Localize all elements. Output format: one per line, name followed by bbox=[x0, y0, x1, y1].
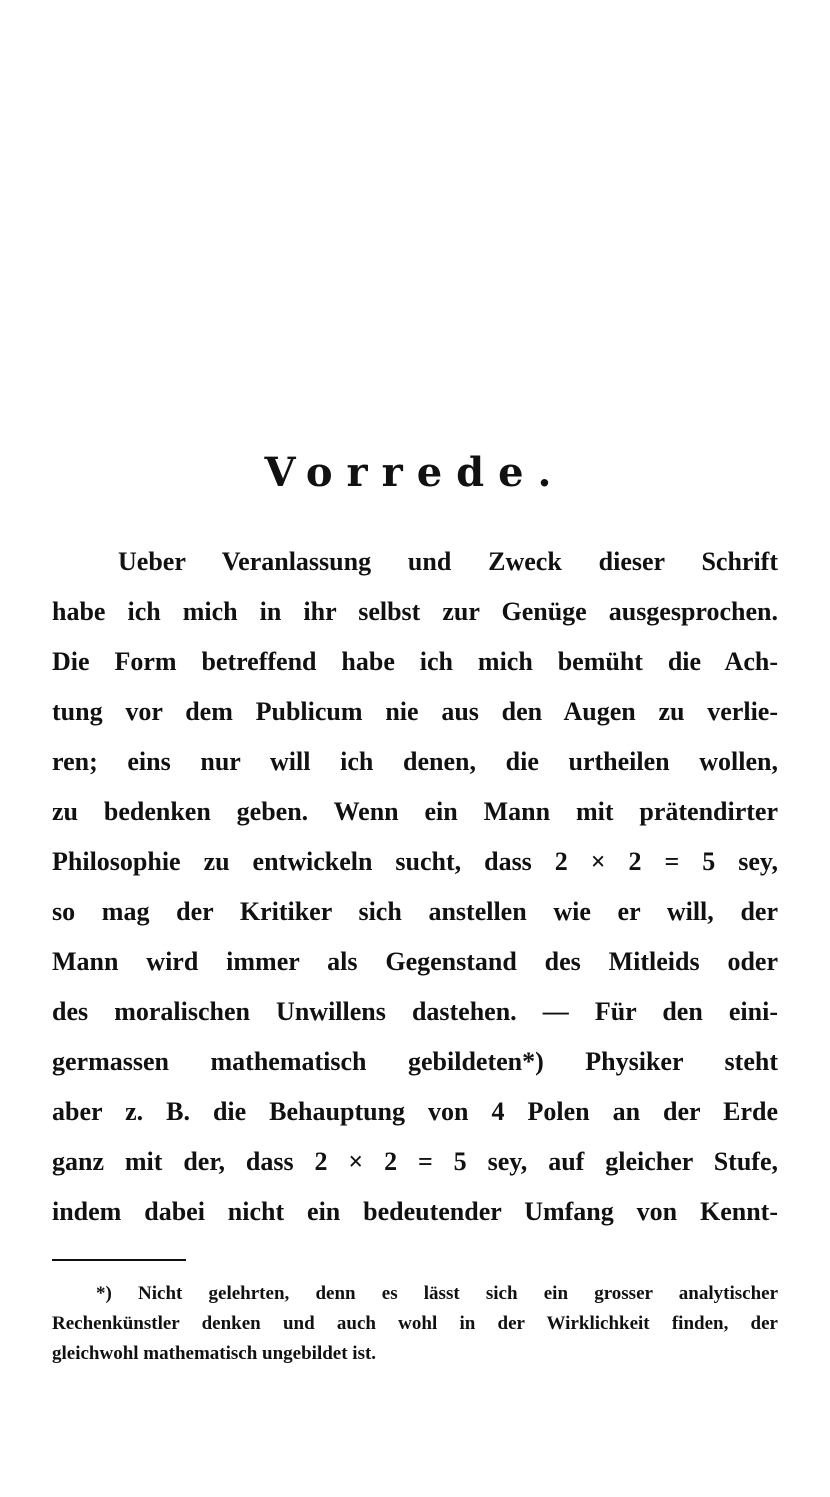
body-line: Mann wird immer als Gegenstand des Mitleids oder bbox=[52, 947, 778, 976]
body-line: germassen mathematisch gebildeten*) Physiker steht bbox=[52, 1047, 778, 1076]
body-line: Ueber Veranlassung und Zweck dieser Schrift bbox=[118, 547, 778, 576]
footnote-line: Rechenkünstler denken und auch wohl in der Wirklichkeit finden, der bbox=[52, 1313, 778, 1334]
footnote-divider bbox=[52, 1259, 186, 1261]
footnote-line: gleichwohl mathematisch ungebildet ist. bbox=[52, 1343, 377, 1364]
body-line: aber z. B. die Behauptung von 4 Polen an der Erde bbox=[52, 1097, 778, 1126]
body-line: indem dabei nicht ein bedeutender Umfang von Kennt- bbox=[52, 1197, 778, 1226]
body-line: habe ich mich in ihr selbst zur Genüge ausgesprochen. bbox=[52, 597, 778, 626]
body-line: Die Form betreffend habe ich mich bemüht die Ach- bbox=[52, 647, 778, 676]
body-line: Philosophie zu entwickeln sucht, dass 2 × 2 = 5 sey, bbox=[52, 847, 778, 876]
footnote-line: *) Nicht gelehrten, denn es lässt sich ein grosser analytischer bbox=[96, 1283, 778, 1304]
body-line: zu bedenken geben. Wenn ein Mann mit prätendirter bbox=[52, 797, 778, 826]
body-line: des moralischen Unwillens dastehen. — Für den eini- bbox=[52, 997, 778, 1026]
body-line: tung vor dem Publicum nie aus den Augen zu verlie- bbox=[52, 697, 778, 726]
body-line: so mag der Kritiker sich anstellen wie er will, der bbox=[52, 897, 778, 926]
body-line: ganz mit der, dass 2 × 2 = 5 sey, auf gleicher Stufe, bbox=[52, 1147, 778, 1176]
body-line: ren; eins nur will ich denen, die urtheilen wollen, bbox=[52, 747, 778, 776]
page-title: Vorrede. bbox=[264, 449, 566, 496]
